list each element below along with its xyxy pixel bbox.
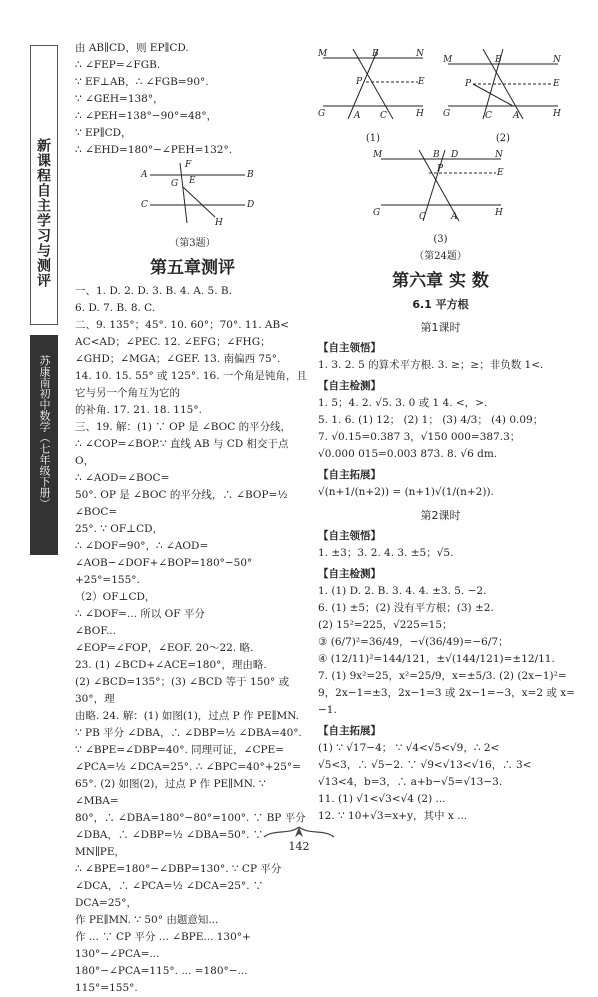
answer-line: 7. (1) 9x²=25，x²=25/9，x=±5/3. (2) (2x−1)²= (318, 670, 567, 682)
answer-line: 三、19. 解：(1) ∵ OP 是 ∠BOC 的平分线， (75, 421, 292, 433)
fig24-3-label-p: P (436, 164, 443, 174)
fig24-2-label-a: A (513, 111, 520, 121)
book-spine (30, 45, 58, 825)
answer-line: √(n+1/(n+2)) = (n+1)√(1/(n+2)). (318, 486, 494, 498)
answer-line: 的补角. 17. 21. 18. 115°. (75, 404, 202, 416)
lesson1-ext-heading: 【自主拓展】 (318, 469, 381, 481)
answer-line: ∵ EF⊥AB，∴ ∠FGB=90°. (75, 76, 209, 88)
fig24-1-label-e: E (418, 77, 425, 87)
answer-line: 1. 3. 2. 5 的算术平方根. 3. ≥；≥；非负数 1<. (318, 359, 544, 371)
fig3-label-g: G (171, 179, 179, 189)
fig3-label-h: H (215, 218, 223, 228)
fig3-label-f: F (185, 160, 192, 170)
answer-line: 130°−∠PCA=... (75, 948, 160, 960)
answer-line: ④ (12/11)²=144/121，±√(144/121)=±12/11. (318, 653, 555, 665)
figure-24-2-caption: (2) (495, 133, 511, 144)
lesson1-check-answers (318, 395, 563, 463)
fig24-2-label-h: H (553, 109, 561, 119)
fig24-2-label-e: E (553, 79, 560, 89)
fig24-1-label-h: H (416, 109, 424, 119)
lesson1-lead-answers (318, 357, 563, 374)
lesson2-ext-answers (318, 740, 563, 825)
series-title: 新课程自主学习与测评 (30, 45, 58, 325)
answer-line: 9，2x−1=±3，2x−1=3 或 2x−1=−3，x=2 或 x= (318, 687, 575, 699)
answer-line: ∠PCA=½ ∠DCA=25°. ∴ ∠BPC=40°+25°= (75, 761, 301, 773)
fig24-3-label-e: E (496, 168, 504, 178)
fig24-1-label-n: N (416, 49, 424, 59)
page-number: 142 (288, 840, 310, 853)
fig24-1-label-b: B (372, 49, 379, 59)
figure-24-2 (443, 44, 563, 147)
answer-line: ∵ PB 平分 ∠DBA，∴ ∠DBP=½ ∠DBA=40°. (75, 727, 302, 739)
answer-line: 14. 10. 15. 55° 或 125°. 16. 一个角是钝角，且它与另一个角互为它的 (75, 370, 307, 399)
figure-3-caption: （第3题） (169, 238, 216, 249)
lesson1-lead-heading: 【自主领悟】 (318, 342, 381, 354)
answer-line: (2) ∠BCD=135°；(3) ∠BCD 等于 150° 或 30°，理 (75, 676, 290, 705)
answer-line: ∴ ∠FEP=∠FGB. (75, 59, 161, 71)
answer-line: 12. ∵ 10+√3=x+y，其中 x ... (318, 810, 468, 822)
lesson1-check-heading: 【自主检测】 (318, 380, 381, 392)
fig24-3-label-m: M (372, 150, 382, 160)
fig3-label-c: C (141, 200, 148, 210)
fig24-2-label-m: M (443, 55, 453, 65)
answer-line: 一、1. D. 2. D. 3. B. 4. A. 5. B. (75, 285, 232, 297)
fig3-label-d: D (247, 200, 255, 210)
lesson2-check-heading: 【自主检测】 (318, 568, 381, 580)
fig24-3-label-g: G (372, 208, 380, 218)
answer-line: 180°−∠PCA=115°. ... =180°−... 115°=155°. (75, 965, 248, 994)
figure-24-row (318, 44, 563, 147)
answer-line: (1) ∵ √17−4； ∵ √4<√5<√9，∴ 2< (318, 742, 500, 754)
answer-line: 二、9. 135°；45°. 10. 60°；70°. 11. AB< (75, 319, 289, 331)
lesson2-lead-answers (318, 545, 563, 562)
answer-line: 由 AB∥CD，则 EP∥CD. (75, 42, 189, 54)
right-column (318, 44, 575, 825)
answer-lines-top (75, 40, 310, 159)
answer-line: 5. 1. 6. (1) 12； (2) 1； (3) 4/3； (4) 0.09； (318, 414, 544, 426)
answer-line: √0.000 015=0.003 873. 8. √6 dm. (318, 448, 498, 460)
figure-24-caption: （第24题） (414, 251, 467, 262)
answer-line: ∴ ∠COP=∠BOP.∵ 直线 AB 与 CD 相交于点 O， (75, 438, 289, 467)
answer-line: 25°. ∵ OF⊥CD， (75, 523, 164, 535)
fig24-3-label-n: N (494, 150, 503, 160)
fig3-label-b: B (247, 170, 254, 180)
lesson2-ext-heading: 【自主拓展】 (318, 725, 381, 737)
answer-line: ③ (6/7)²=36/49，−√(36/49)=−6/7； (318, 636, 509, 648)
figure-24-3-caption: (3) (433, 234, 448, 245)
fig24-3-label-h: H (494, 208, 503, 218)
answer-line: ∴ ∠BPE=180°−∠DBP=130°. ∵ CP 平分 (75, 863, 282, 875)
fig24-1-label-c: C (380, 111, 387, 121)
answer-line: 50°. OP 是 ∠BOC 的平分线，∴ ∠BOP=½ ∠BOC= (75, 489, 288, 518)
answer-line: ∴ ∠EHD=180°−∠PEH=132°. (75, 144, 233, 156)
figure-24-3 (318, 147, 563, 265)
lesson1-title: 第1课时 (420, 321, 461, 334)
answer-line: ∵ ∠BPE=∠DBP=40°. 同理可证，∠CPE= (75, 744, 285, 756)
fig24-3-label-c: C (418, 212, 426, 222)
answer-line: 1. 5；4. 2. √5. 3. 0 或 1 4. <，>. (318, 397, 488, 409)
answer-line: AC<AD；∠PEC. 12. ∠EFG；∠FHG； (75, 336, 271, 348)
lesson2-lead-heading: 【自主领悟】 (318, 530, 381, 542)
answer-line: ∠AOB−∠DOF+∠BOP=180°−50°+25°=155°. (75, 557, 253, 586)
fig24-1-label-g: G (318, 109, 326, 119)
lesson2-title: 第2课时 (420, 509, 461, 522)
answer-line: (2) 15²=225，√225=15； (318, 619, 453, 631)
fig3-label-a: A (141, 170, 148, 180)
answer-line: √5<3，∴ √5−2. ∵ √9<√13<√16，∴ 3< (318, 759, 532, 771)
answer-line: ∠GHD；∠MGA；∠GEF. 13. 南偏西 75°. (75, 353, 281, 365)
answer-line: 6. D. 7. B. 8. C. (75, 302, 156, 314)
fig24-1-label-m: M (318, 49, 328, 59)
chapter5-title: 第五章测评 (150, 258, 235, 278)
fig24-3-label-b: B (432, 150, 440, 160)
answer-line: 11. (1) √1<√3<√4 (2) ... (318, 793, 446, 805)
answer-line: ∴ ∠DOF=... 所以 OF 平分 (75, 608, 205, 620)
lesson2-check-answers (318, 583, 575, 719)
answer-line: 65°. (2) 如图(2)，过点 P 作 PE∥MN. ∵ ∠MBA= (75, 778, 266, 807)
figure-24-1-caption: (1) (365, 133, 381, 144)
chapter5-answers (75, 283, 310, 997)
figure-24-1 (318, 44, 428, 147)
answer-line: 由略. 24. 解：(1) 如图(1)，过点 P 作 PE∥MN. (75, 710, 300, 722)
fig24-3-label-d: D (450, 150, 458, 160)
fig24-2-label-g: G (443, 109, 451, 119)
section-title: 6.1 平方根 (412, 298, 469, 311)
fig24-2-label-c: C (485, 111, 492, 121)
answer-line: 80°，∴ ∠DBA=180°−80°=100°. ∵ BP 平分 (75, 812, 306, 824)
fig24-2-label-b: B (495, 55, 502, 65)
answer-line: ∵ EP∥CD， (75, 127, 132, 139)
answer-line: 作 ... ∵ CP 平分 ... ∠BPE... 130°+ (75, 931, 251, 943)
edition-label: 苏康南初中数学（七年级下册） (30, 335, 58, 555)
answer-line: −1. (318, 704, 337, 716)
answer-line: ∴ ∠DOF=90°，∴ ∠AOD= (75, 540, 209, 552)
lesson1-ext-answers (318, 484, 563, 501)
answer-line: √13<4，b=3，∴ a+b−√5=√13−3. (318, 776, 503, 788)
fig24-3-label-a: A (450, 212, 457, 222)
left-column (75, 40, 310, 997)
figure-3 (75, 159, 310, 229)
fig24-2-label-n: N (553, 55, 561, 65)
chapter6-title: 第六章 实 数 (392, 271, 489, 291)
answer-line: 1. (1) D. 2. B. 3. 4. 4. ±3. 5. −2. (318, 585, 487, 597)
answer-line: 23. (1) ∠BCD+∠ACE=180°，理由略. (75, 659, 267, 671)
answer-line: ∴ ∠PEH=138°−90°=48°， (75, 110, 218, 122)
answer-line: ∠BOF... (75, 625, 116, 637)
answer-line: 作 PE∥MN. ∵ 50° 由题意知... (75, 914, 219, 926)
answer-line: ∴ ∠AOD=∠BOC= (75, 472, 170, 484)
fig3-label-e: E (189, 176, 196, 186)
answer-line: 6. (1) ±5；(2) 没有平方根；(3) ±2. (318, 602, 494, 614)
answer-line: ∠DCA，∴ ∠PCA=½ ∠DCA=25°. ∵ DCA=25°， (75, 880, 264, 909)
answer-line: 1. ±3；3. 2. 4. 3. ±5；√5. (318, 547, 454, 559)
fig24-2-label-p: P (465, 79, 472, 89)
answer-line: ∵ ∠GEH=138°， (75, 93, 164, 105)
fig24-1-label-a: A (354, 111, 361, 121)
answer-line: （2）OF⊥CD， (75, 591, 156, 603)
answer-line: 7. √0.15=0.387 3，√150 000=387.3； (318, 431, 521, 443)
answer-line: ∠DBA，∴ ∠DBP=½ ∠DBA=50°. ∵ MN∥PE， (75, 829, 264, 858)
fig24-1-label-p: P (356, 77, 363, 87)
answer-line: ∠EOP=∠FOP，∠EOF. 20～22. 略. (75, 642, 254, 654)
